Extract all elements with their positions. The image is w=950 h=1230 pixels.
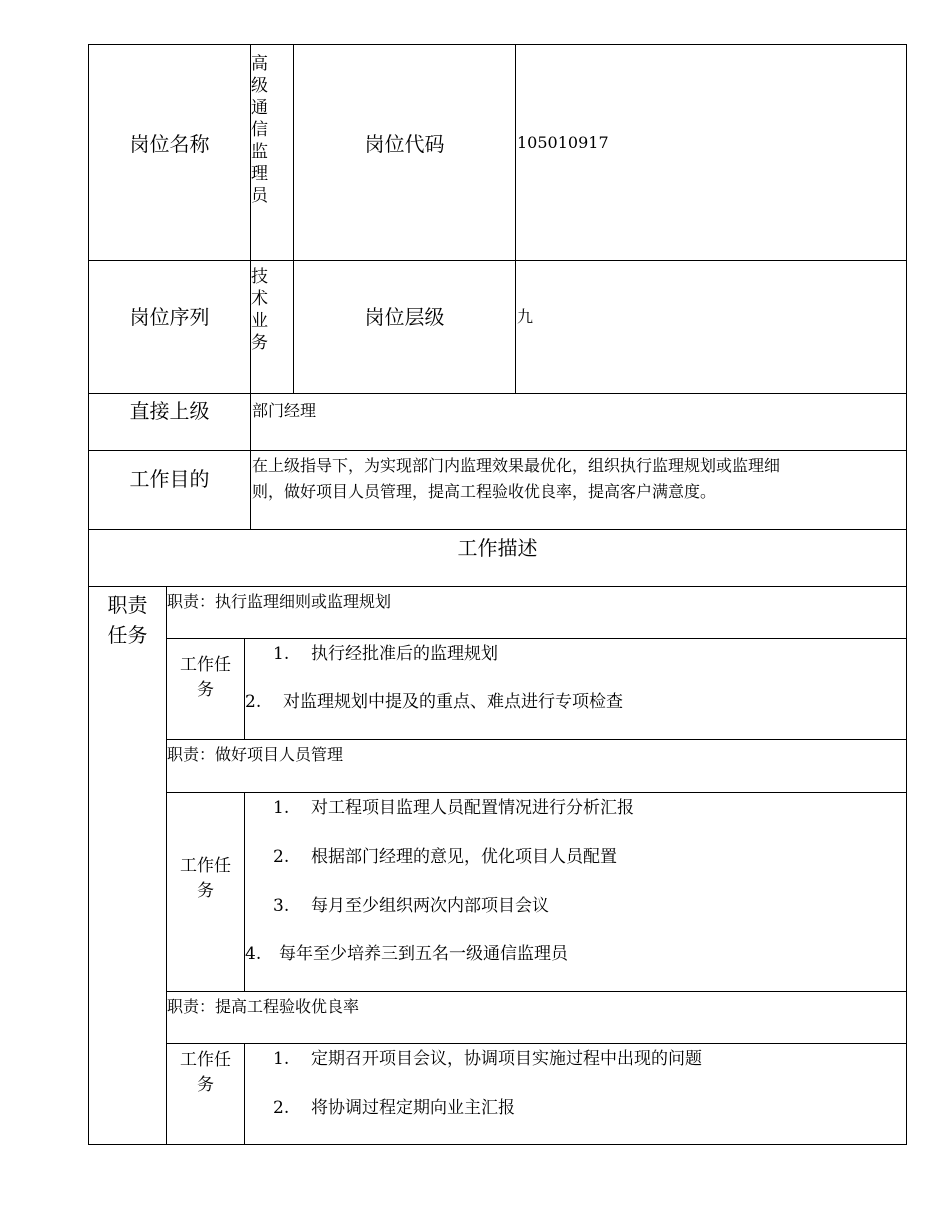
post-level-label: 岗位层级 bbox=[364, 305, 445, 329]
task-label-line-1: 工作任 bbox=[180, 655, 231, 675]
post-sequence-label-cell bbox=[88, 260, 251, 394]
duty-1-task-2 bbox=[245, 694, 623, 711]
supervisor-value: 部门经理 bbox=[252, 401, 317, 420]
description-title: 工作描述 bbox=[457, 536, 538, 560]
post-sequence-value: 技术业务 bbox=[251, 267, 268, 353]
task-label-line-2: 务 bbox=[197, 680, 214, 700]
description-title-cell bbox=[88, 529, 907, 587]
task-label-line-1: 工作任 bbox=[180, 1050, 231, 1070]
duty-1-task-label-cell bbox=[166, 638, 245, 740]
task-number: 2. bbox=[273, 1098, 290, 1118]
duty-3-task-label bbox=[167, 1048, 244, 1098]
duty-1-task-label bbox=[167, 653, 244, 703]
duty-2-task-2 bbox=[273, 849, 617, 866]
duty-3-title: 职责：提高工程验收优良率 bbox=[167, 997, 360, 1016]
purpose-value-cell bbox=[250, 450, 907, 530]
task-label-line-2: 务 bbox=[197, 881, 214, 901]
task-text: 执行经批准后的监理规划 bbox=[311, 644, 498, 664]
duty-2-task-3 bbox=[273, 898, 549, 915]
duty-3-task-label-cell bbox=[166, 1043, 245, 1145]
task-text: 对监理规划中提及的重点、难点进行专项检查 bbox=[283, 692, 623, 712]
duty-2-task-4 bbox=[245, 946, 568, 963]
post-name-value: 高级通信监理员 bbox=[251, 54, 268, 206]
task-number: 1. bbox=[273, 644, 290, 664]
duty-3-tasks-cell bbox=[244, 1043, 907, 1145]
task-number: 2. bbox=[273, 847, 290, 867]
duty-3-task-1 bbox=[273, 1051, 702, 1068]
purpose-value-line-1: 在上级指导下，为实现部门内监理效果最优化，组织执行监理规划或监理细 bbox=[252, 456, 781, 475]
post-code-label: 岗位代码 bbox=[364, 132, 445, 156]
duty-2-task-1 bbox=[273, 800, 634, 817]
task-text: 每年至少培养三到五名一级通信监理员 bbox=[279, 944, 568, 964]
duty-1-task-1 bbox=[273, 646, 498, 663]
duty-2-task-label bbox=[167, 854, 244, 904]
supervisor-label: 直接上级 bbox=[129, 399, 210, 423]
duty-1-tasks-cell bbox=[244, 638, 907, 740]
task-text: 将协调过程定期向业主汇报 bbox=[311, 1098, 515, 1118]
duty-1-title-cell bbox=[166, 586, 907, 639]
task-text: 定期召开项目会议，协调项目实施过程中出现的问题 bbox=[311, 1049, 702, 1069]
task-number: 4. bbox=[245, 944, 262, 964]
task-number: 1. bbox=[273, 798, 290, 818]
purpose-label-cell bbox=[88, 450, 251, 530]
duty-3-title-cell bbox=[166, 991, 907, 1044]
post-level-value-cell bbox=[515, 260, 907, 394]
post-sequence-value-cell bbox=[250, 260, 294, 394]
duty-2-task-label-cell bbox=[166, 792, 245, 992]
supervisor-value-cell bbox=[250, 393, 907, 451]
post-code-label-cell bbox=[293, 44, 516, 261]
task-text: 根据部门经理的意见，优化项目人员配置 bbox=[311, 847, 617, 867]
task-label-line-1: 工作任 bbox=[180, 856, 231, 876]
duty-1-title: 职责：执行监理细则或监理规划 bbox=[167, 592, 392, 611]
post-code-value-cell bbox=[515, 44, 907, 261]
post-code-value: 105010917 bbox=[517, 133, 609, 152]
purpose-value-line-2: 则，做好项目人员管理，提高工程验收优良率，提高客户满意度。 bbox=[252, 482, 717, 501]
duty-2-title: 职责：做好项目人员管理 bbox=[167, 745, 344, 764]
duty-task-label-line-1: 职责 bbox=[107, 593, 148, 617]
task-number: 2. bbox=[245, 692, 262, 712]
post-name-label-cell bbox=[88, 44, 251, 261]
task-text: 对工程项目监理人员配置情况进行分析汇报 bbox=[311, 798, 634, 818]
task-label-line-2: 务 bbox=[197, 1075, 214, 1095]
task-number: 1. bbox=[273, 1049, 290, 1069]
post-level-label-cell bbox=[293, 260, 516, 394]
duty-task-label-line-2: 任务 bbox=[107, 623, 148, 647]
duty-2-tasks-cell bbox=[244, 792, 907, 992]
post-name-value-cell bbox=[250, 44, 294, 261]
task-number: 3. bbox=[273, 896, 290, 916]
purpose-label: 工作目的 bbox=[129, 467, 210, 491]
duty-3-task-2 bbox=[273, 1100, 515, 1117]
supervisor-label-cell bbox=[88, 393, 251, 451]
post-sequence-label: 岗位序列 bbox=[129, 305, 210, 329]
task-text: 每月至少组织两次内部项目会议 bbox=[311, 896, 549, 916]
post-level-value: 九 bbox=[517, 307, 534, 326]
duty-task-label-cell bbox=[88, 586, 167, 1145]
duty-2-title-cell bbox=[166, 739, 907, 793]
post-name-label: 岗位名称 bbox=[129, 132, 210, 156]
